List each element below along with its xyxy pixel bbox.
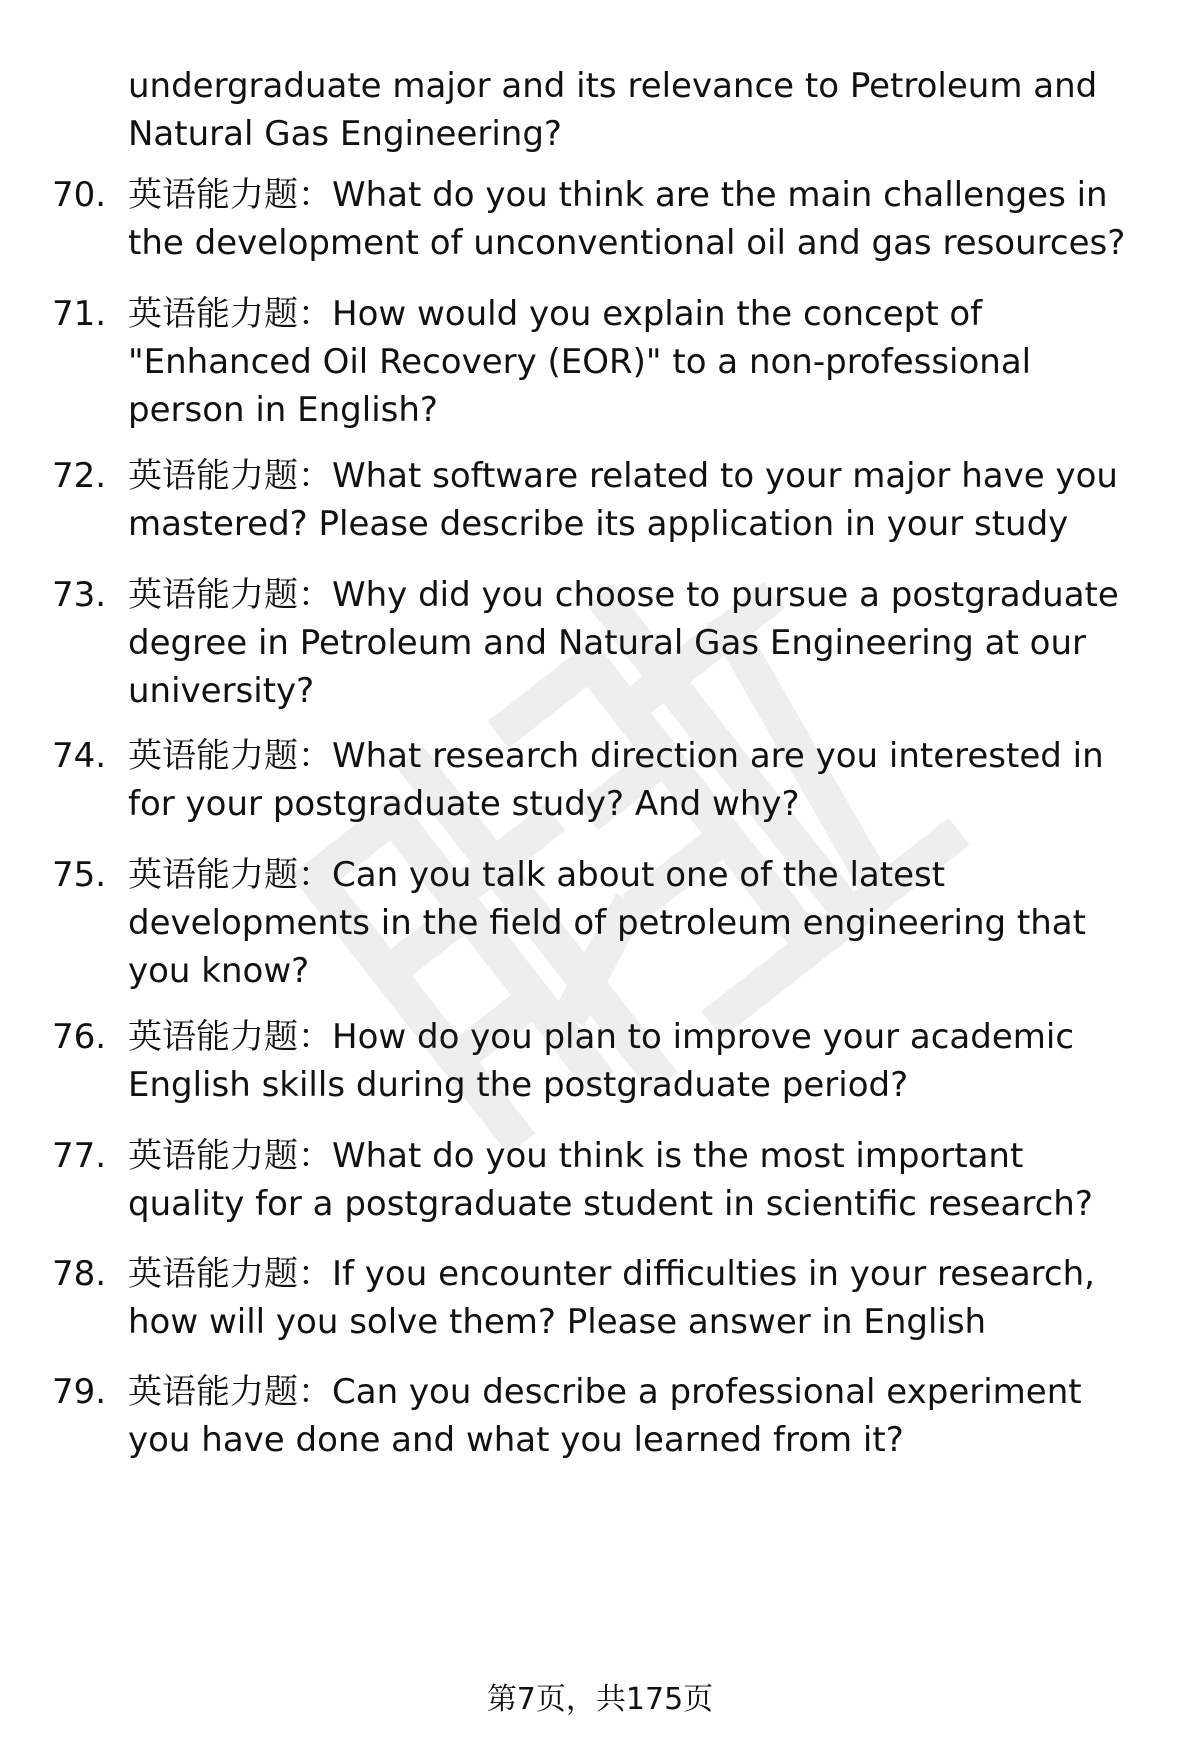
- question-prefix: 英语能力题：: [128, 1372, 332, 1412]
- question-text: [128, 1132, 1148, 1228]
- question-prefix: 英语能力题：: [128, 456, 332, 496]
- question-text: [128, 1013, 1148, 1109]
- question-body: If you encounter difficulties in your research, how will you solve them? Please answer in English: [128, 1254, 1095, 1342]
- question-number: 78.: [52, 1254, 107, 1294]
- question-number: 72.: [52, 456, 107, 496]
- question-body: What research direction are you interested in for your postgraduate study? And why?: [128, 736, 1104, 824]
- question-number: 74.: [52, 736, 107, 776]
- question-prefix: 英语能力题：: [128, 855, 332, 895]
- question-prefix: 英语能力题：: [128, 575, 332, 615]
- question-number: 75.: [52, 855, 107, 895]
- page-number: 第7页，共175页: [486, 1682, 714, 1717]
- question-text: [128, 851, 1148, 995]
- question-prefix: 英语能力题：: [128, 294, 332, 334]
- question-number: 71.: [52, 294, 107, 334]
- question-text: [128, 290, 1148, 434]
- question-body: Can you talk about one of the latest developments in the field of petroleum engineering that you know?: [128, 855, 1086, 991]
- question-text: [128, 1368, 1148, 1464]
- question-prefix: 英语能力题：: [128, 1136, 332, 1176]
- question-prefix: 英语能力题：: [128, 175, 332, 215]
- question-body: Why did you choose to pursue a postgraduate degree in Petroleum and Natural Gas Engineering at our university?: [128, 575, 1119, 711]
- question-text: [128, 452, 1148, 548]
- question-text: [128, 1250, 1148, 1346]
- question-number: 79.: [52, 1372, 107, 1412]
- question-body: What software related to your major have you mastered? Please describe its application in your study: [128, 456, 1118, 544]
- intro-text: undergraduate major and its relevance to Petroleum and Natural Gas Engineering?: [128, 66, 1098, 154]
- question-body: How do you plan to improve your academic English skills during the postgraduate period?: [128, 1017, 1075, 1105]
- question-number: 73.: [52, 575, 107, 615]
- question-body: What do you think is the most important quality for a postgraduate student in scientific research?: [128, 1136, 1093, 1224]
- question-text: [128, 171, 1148, 267]
- question-number: 76.: [52, 1017, 107, 1057]
- question-prefix: 英语能力题：: [128, 1017, 332, 1057]
- question-body: How would you explain the concept of "Enhanced Oil Recovery (EOR)" to a non-professional person in English?: [128, 294, 1032, 430]
- question-body: Can you describe a professional experiment you have done and what you learned from it?: [128, 1372, 1082, 1460]
- question-prefix: 英语能力题：: [128, 1254, 332, 1294]
- question-text: [128, 732, 1148, 828]
- question-text: [128, 571, 1148, 715]
- question-number: 70.: [52, 175, 107, 215]
- question-body: What do you think are the main challenges in the development of unconventional oil and gas resources?: [128, 175, 1126, 263]
- question-prefix: 英语能力题：: [128, 736, 332, 776]
- question-number: 77.: [52, 1136, 107, 1176]
